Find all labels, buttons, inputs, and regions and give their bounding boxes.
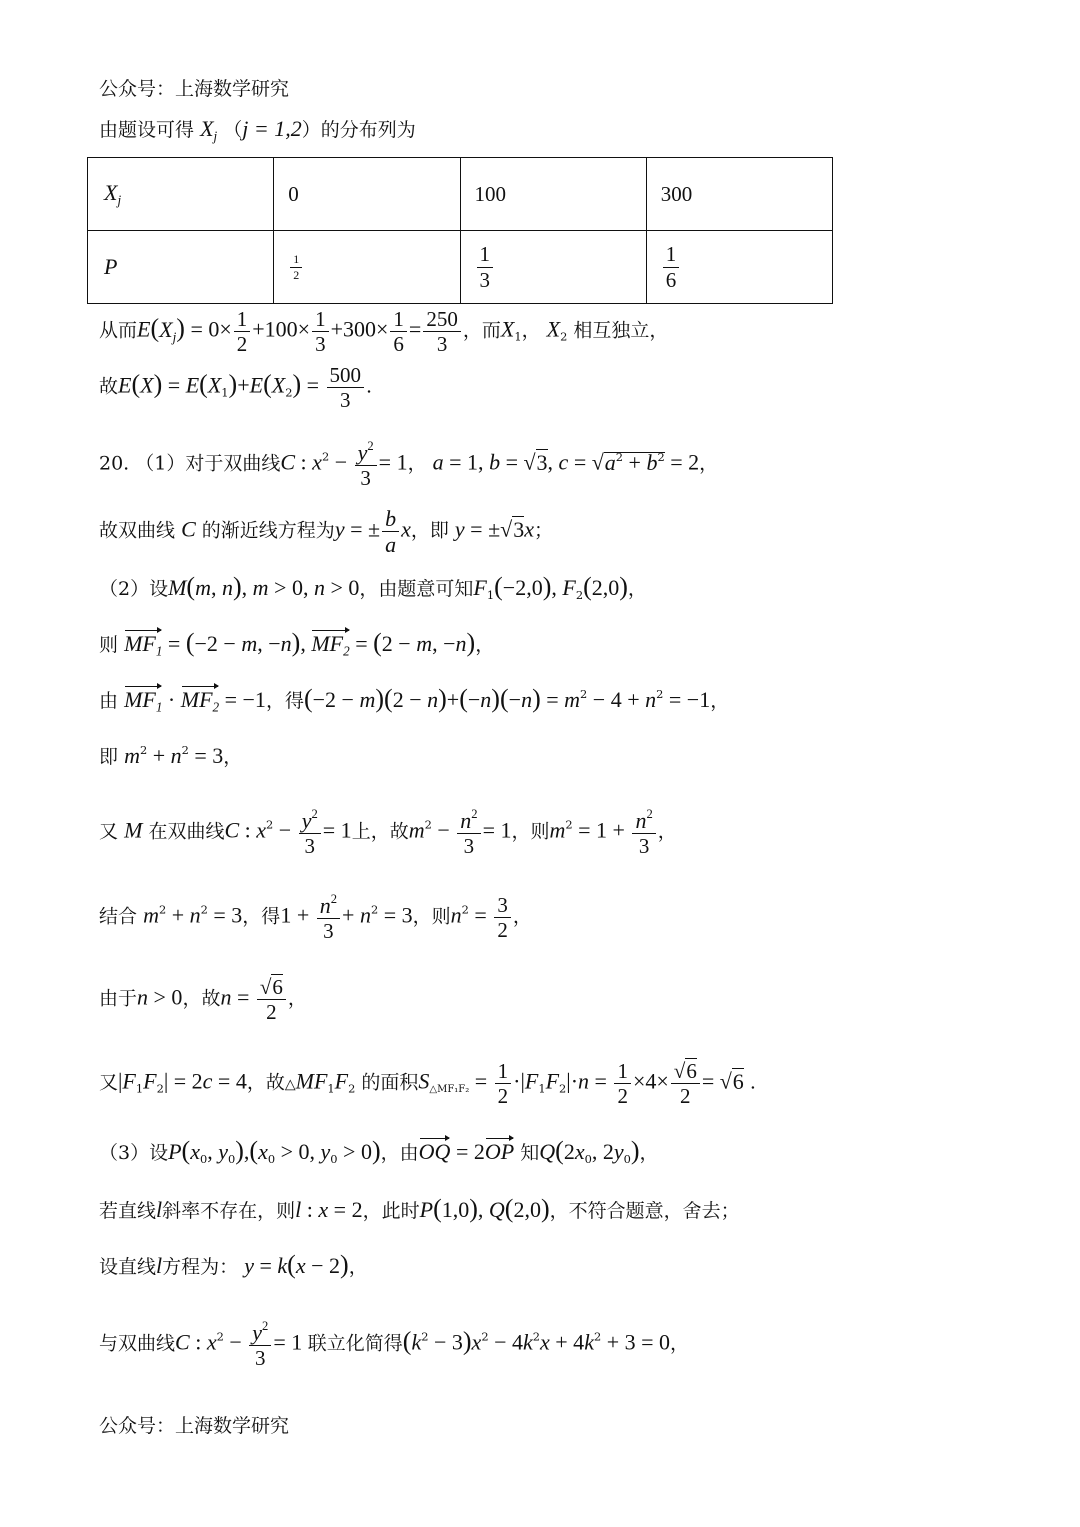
asymptote-line: 故双曲线 C 的渐近线方程为y = ± $\frac{b}{a}$ x，即 y = ±√3x； xyxy=(99,506,553,558)
expectation-line: 从而$E(X_j) = 0\times$ $\frac{1}{2}$ +100× $\frac{1}{3}$ +300× $\frac{1}{6}$ = $\frac{250}{3}$ ，而$X_1$， $X_2$ 相互独立， xyxy=(99,307,669,357)
sum-squares-line: 即 $m^2 + n^2 = 3$， xyxy=(99,743,243,769)
table-row xyxy=(88,231,833,304)
intro-line: 由题设可得 $X_j$ （j = 1,2）的分布列为 xyxy=(99,116,416,144)
table-row xyxy=(88,158,833,231)
n-value-line: 由于n > 0，故n = $\frac{√6}{2}$ ， xyxy=(99,975,307,1025)
simultaneous-line: 与双曲线C : $x^2$ − $\frac{y^2}{3}$ = 1 联立化简得$(k^2 - 3)x^2 - 4k^2x + 4k^2 + 3 = 0$， xyxy=(99,1319,690,1371)
vectors-line: 则 $MF_1 = (-2 - m$, −n), $MF_2 = (2 - m$, −n)， xyxy=(99,628,495,659)
page-footer: 公众号：上海数学研究 xyxy=(99,1415,290,1437)
table-cell: $\frac{1}{3}$ xyxy=(460,231,646,304)
table-cell: $\frac{1}{6}$ xyxy=(646,231,832,304)
total-expectation-line: 故$E(X) = E(X_1)+E(X_2)$ = $\frac{500}{3}$ . xyxy=(99,363,373,413)
table-row-header: $X_j$ xyxy=(88,158,274,231)
on-hyperbola-line: 又 M 在双曲线C : $x^2$ − $\frac{y^2}{3}$ = 1上，故$m^2$ − $\frac{n^2}{3}$ = 1，则$m^2 = 1$ + $\frac{n^2}{3}$ ， xyxy=(99,807,677,859)
q20-part3-line: （3）设$P(x_0$, $y_0),(x_0 > 0$, $y_0 > 0$)，由OQ = 2OP 知$Q(2x_0$, $2y_0$)， xyxy=(99,1136,659,1166)
table-cell: $\frac{1}{2}$ xyxy=(274,231,460,304)
area-line: 又$|F_1F_2| = 2c = 4$，故$\triangle MF_1F_2$ 的面积$S_{\triangle MF_1F_2}$ = $\frac{1}{2}$ $\cdot|F_1F_2|\cdot n$ = $\frac{1}{2}$ ×4× $\frac{√6}{2}$ = √6 . xyxy=(99,1059,756,1109)
q20-part2-line: （2）设M(m, n), m > 0, n > 0，由题意可知$F_1(-2,0)$, $F_2(2,0)$， xyxy=(99,572,647,602)
table-cell: 300 xyxy=(646,158,832,231)
combine-line: 结合 $m^2 + n^2 = 3$，得1 + $\frac{n^2}{3}$ + $n^2 = 3$，则$n^2$ = $\frac{3}{2}$ ， xyxy=(99,892,532,944)
slope-none-line: 若直线l斜率不存在，则l : x = 2，此时P(1,0), Q(2,0)，不符合题意，舍去； xyxy=(99,1194,740,1223)
table-prob-header: P xyxy=(88,231,274,304)
page-header: 公众号：上海数学研究 xyxy=(99,78,290,100)
dot-product-line: 由 $MF_1 \cdot MF_2 = -1$，得$(-2 - m)(2 - n)+(-n)(-n) = m^2 - 4 + n^2 = -1$， xyxy=(99,684,730,715)
table-cell: 100 xyxy=(460,158,646,231)
distribution-table xyxy=(87,157,833,304)
line-equation-line: 设直线l方程为： y = k(x − 2)， xyxy=(99,1250,368,1279)
table-cell: 0 xyxy=(274,158,460,231)
q20-part1-line: 20. （1）对于双曲线C : $x^2$ − $\frac{y^2}{3}$ = 1， a = 1, b = √3, $c = √a^2 + b^2 = 2$， xyxy=(99,439,719,491)
